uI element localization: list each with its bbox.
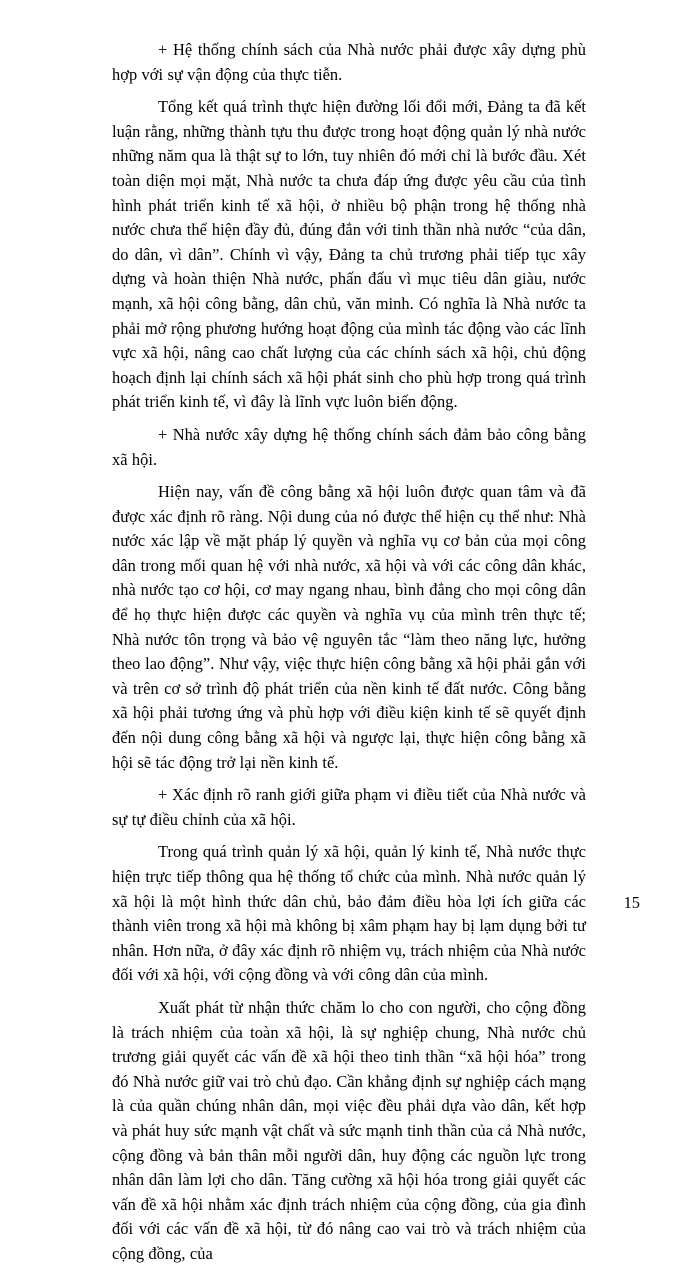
paragraph-social-equity: Hiện nay, vấn đề công bằng xã hội luôn được quan tâm và đã được xác định rõ ràng. Nội dung của nó được thể hiện cụ thể như: Nhà nước xác lập về mặt pháp lý quyền và nghĩa vụ cơ bản của mọi công dân trong mối quan hệ với nhà nước, xã hội và với các công dân khác, nhà nước tạo cơ hội, cơ may ngang nhau, bình đẳng cho mọi công dân để họ thực hiện được các quyền và nghĩa vụ của mình trên thực tế; Nhà nước tôn trọng và bảo vệ nguyên tắc “làm theo năng lực, hưởng theo lao động”. Như vậy, việc thực hiện công bằng xã hội phải gắn với và trên cơ sở trình độ phát triển của nền kinh tế đất nước. Công bằng xã hội phải tương ứng và phù hợp với điều kiện kinh tế sẽ quyết định đến nội dung công bằng xã hội và ngược lại, thực hiện công bằng xã hội sẽ tác động trở lại nền kinh tế. xyxy=(112,482,586,772)
paragraph-bullet-state-society-boundary: + Xác định rõ ranh giới giữa phạm vi điều tiết của Nhà nước và sự tự điều chỉnh của xã hội. xyxy=(112,785,586,829)
paragraph-state-management: Trong quá trình quản lý xã hội, quản lý kinh tế, Nhà nước thực hiện trực tiếp thông qua hệ thống tổ chức của mình. Nhà nước quản lý xã hội là một hình thức dân chủ, bảo đảm điều hòa lợi ích giữa các thành viên trong xã hội mà không bị xâm phạm hay bị lạm dụng bởi tư nhân. Hơn nữa, ở đây xác định rõ nhiệm vụ, trách nhiệm của Nhà nước đối với xã hội, với cộng đồng và với công dân của mình. xyxy=(112,842,586,985)
paragraph-bullet-social-equity-policy: + Nhà nước xây dựng hệ thống chính sách đảm bảo công bằng xã hội. xyxy=(112,424,586,469)
paragraph-socialization: Xuất phát từ nhận thức chăm lo cho con người, cho cộng đồng là trách nhiệm của toàn xã hội, là sự nghiệp chung, Nhà nước chủ trương giải quyết các vấn đề xã hội theo tinh thần “xã hội hóa” trong đó Nhà nước giữ vai trò chủ đạo. Cần khẳng định sự nghiệp cách mạng là của quần chúng nhân dân, mọi việc đều phải dựa vào dân, kết hợp và phát huy sức mạnh vật chất và sức mạnh tinh thần của cả Nhà nước, cộng đồng và bản thân mỗi người dân, huy động các nguồn lực trong nhân dân làm lợi cho dân. Tăng cường xã hội hóa trong giải quyết các vấn đề xã hội nhằm xác định trách nhiệm của cộng đồng, của gia đình đối với các vấn đề xã hội, từ đó nâng cao vai trò và trách nhiệm của cộng đồng, của xyxy=(112,997,586,1263)
page-number: 15 xyxy=(623,893,640,912)
paragraph-renovation-summary: Tổng kết quá trình thực hiện đường lối đổi mới, Đảng ta đã kết luận rằng, những thành tựu thu được trong hoạt động quản lý nhà nước những năm qua là thật sự to lớn, tuy nhiên đó mới chỉ là bước đầu. Xét toàn diện mọi mặt, Nhà nước ta chưa đáp ứng được yêu cầu của tình hình phát triển kinh tế xã hội, ở nhiều bộ phận trong hệ thống nhà nước chưa thể hiện đầy đủ, đúng đắn với tinh thần nhà nước “của dân, do dân, vì dân”. Chính vì vậy, Đảng ta chủ trương phải tiếp tục xây dựng và hoàn thiện Nhà nước, phấn đấu vì mục tiêu dân giàu, nước mạnh, xã hội công bằng, dân chủ, văn minh. Có nghĩa là Nhà nước ta phải mở rộng phương hướng hoạt động của mình tác động vào các lĩnh vực xã hội, nâng cao chất lượng của các chính sách xã hội, chủ động hoạch định lại chính sách xã hội phát sinh cho phù hợp trong quá trình phát triển kinh tế, vì đây là lĩnh vực luôn biến động. xyxy=(112,97,586,412)
paragraph-bullet-policy-system: + Hệ thống chính sách của Nhà nước phải được xây dựng phù hợp với sự vận động của thực tiễn. xyxy=(112,40,586,84)
body-text-column xyxy=(112,38,586,1267)
